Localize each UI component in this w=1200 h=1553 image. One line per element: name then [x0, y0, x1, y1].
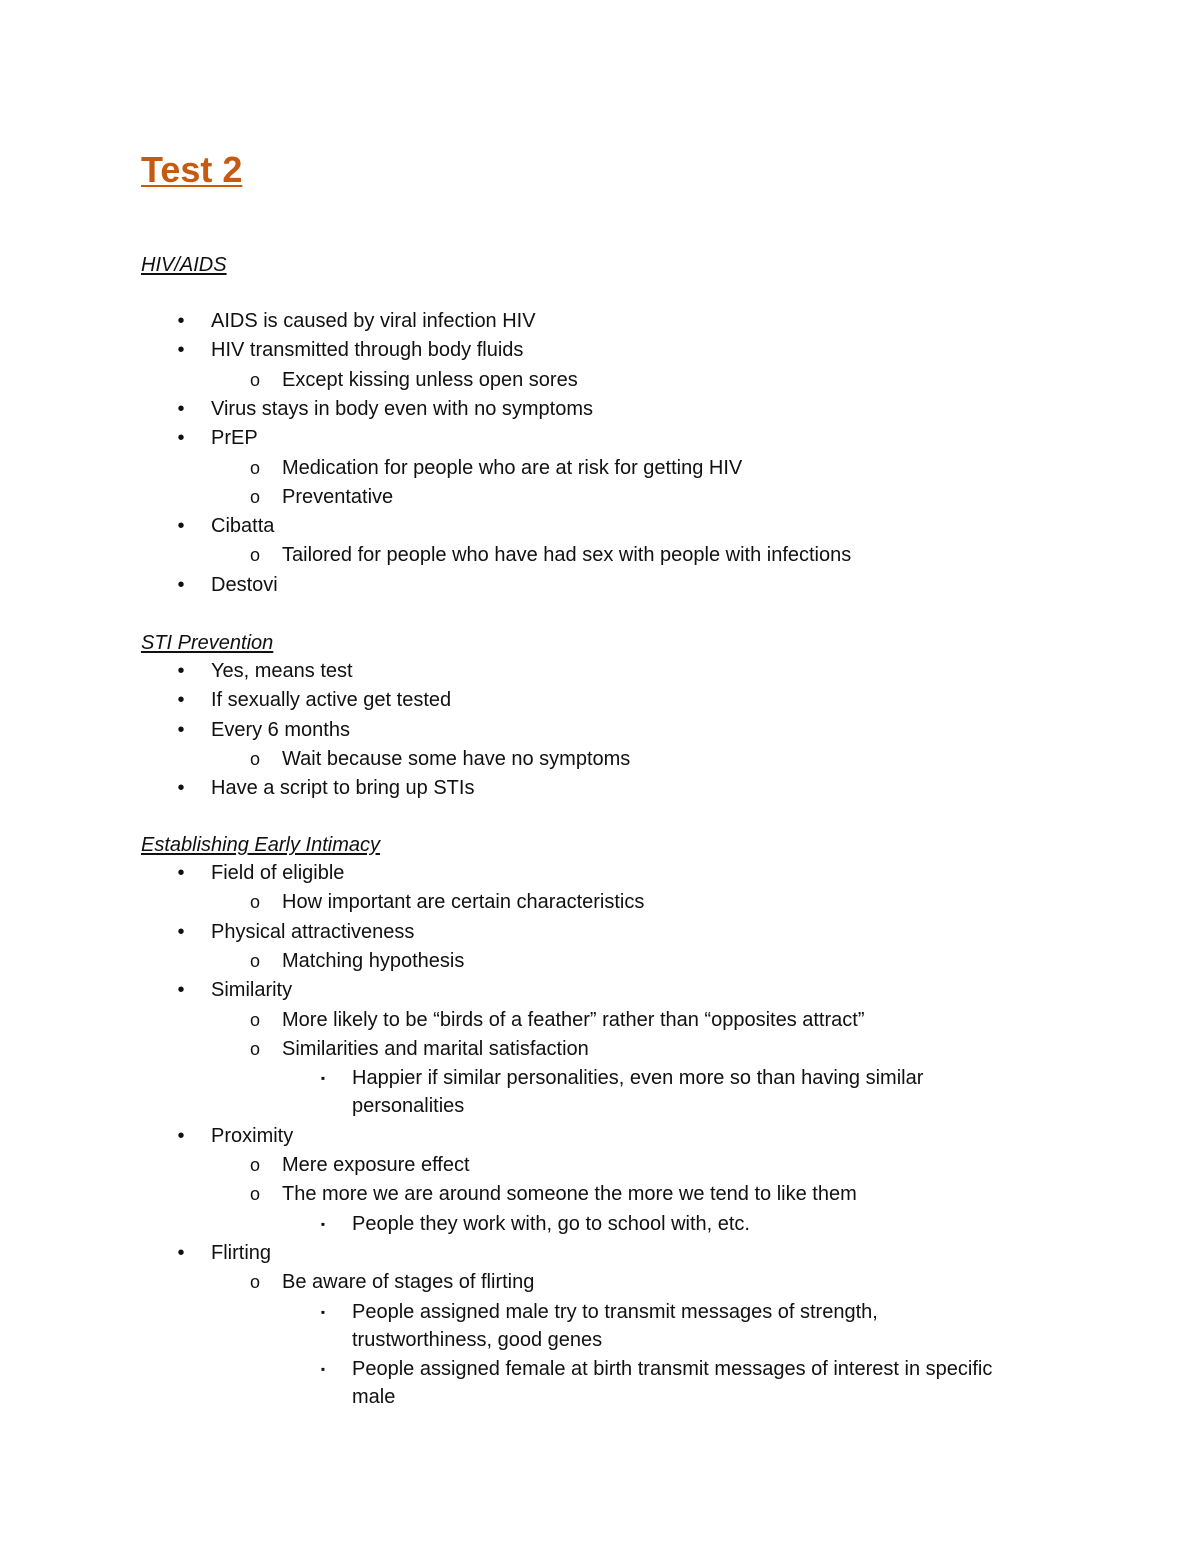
bullet-marker-level-2: o — [249, 486, 260, 507]
bullet-marker-level-1: • — [177, 920, 185, 943]
document-title: Test 2 — [141, 149, 243, 190]
bullet-marker-level-2: o — [249, 369, 260, 390]
list-item-level-2: Be aware of stages of flirting — [282, 1271, 535, 1294]
list-item-level-1: Similarity — [211, 979, 293, 1002]
list-item-level-2: Tailored for people who have had sex with people with infections — [282, 544, 852, 567]
bullet-marker-level-3: ▪ — [320, 1362, 326, 1377]
bullet-marker-level-3: ▪ — [320, 1216, 326, 1231]
list-item-level-1: Have a script to bring up STIs — [211, 777, 475, 800]
list-item-level-2: Similarities and marital satisfaction — [282, 1037, 589, 1060]
list-item-level-1: Virus stays in body even with no symptoms — [211, 397, 594, 420]
bullet-marker-level-2: o — [249, 1272, 260, 1293]
bullet-marker-level-2: o — [249, 748, 260, 769]
bullet-marker-level-1: • — [177, 718, 185, 741]
bullet-marker-level-1: • — [177, 397, 185, 420]
list-item-level-1: PrEP — [211, 427, 258, 450]
bullet-marker-level-1: • — [177, 573, 185, 596]
bullet-marker-level-1: • — [177, 1241, 185, 1264]
list-item-continuation: male — [352, 1386, 396, 1409]
list-item-level-3: People assigned female at birth transmit messages of interest in specific — [352, 1358, 993, 1381]
list-item-level-2: The more we are around someone the more we tend to like them — [282, 1183, 857, 1206]
list-item-level-1: AIDS is caused by viral infection HIV — [211, 310, 536, 332]
bullet-marker-level-1: • — [177, 1124, 185, 1147]
bullet-marker-level-1: • — [177, 660, 185, 682]
bullet-marker-level-1: • — [177, 515, 185, 538]
bullet-marker-level-1: • — [177, 689, 185, 712]
bullet-marker-level-1: • — [177, 777, 185, 800]
list-item-continuation: trustworthiness, good genes — [352, 1328, 603, 1351]
bullet-marker-level-2: o — [249, 892, 260, 913]
list-item-level-2: Preventative — [282, 485, 394, 508]
list-item-level-2: More likely to be “birds of a feather” rather than “opposites attract” — [282, 1008, 865, 1031]
bullet-marker-level-2: o — [249, 1038, 260, 1059]
list-item-level-3: People assigned male try to transmit messages of strength, — [352, 1300, 878, 1323]
list-item-level-1: Field of eligible — [211, 862, 345, 884]
bullet-marker-level-3: ▪ — [320, 1071, 326, 1086]
list-item-level-1: Flirting — [211, 1241, 272, 1264]
list-item-level-1: Every 6 months — [211, 718, 350, 741]
bullet-marker-level-2: o — [249, 457, 260, 478]
list-item-level-2: Matching hypothesis — [282, 949, 465, 972]
list-item-level-3: Happier if similar personalities, even more so than having similar — [352, 1067, 924, 1090]
bullet-marker-level-1: • — [177, 310, 185, 332]
list-item-level-2: Wait because some have no symptoms — [282, 747, 631, 770]
list-item-level-1: Destovi — [211, 573, 278, 596]
list-item-level-1: Proximity — [211, 1124, 294, 1147]
bullet-marker-level-1: • — [177, 862, 185, 884]
section-heading: Establishing Early Intimacy — [141, 834, 380, 856]
list-item-level-2: Except kissing unless open sores — [282, 368, 578, 391]
list-item-level-1: Cibatta — [211, 515, 275, 538]
list-item-level-2: How important are certain characteristics — [282, 891, 645, 914]
list-item-level-1: If sexually active get tested — [211, 689, 452, 712]
bullet-marker-level-1: • — [177, 427, 185, 450]
section-heading: HIV/AIDS — [141, 254, 227, 276]
bullet-marker-level-1: • — [177, 979, 185, 1002]
bullet-marker-level-2: o — [249, 1184, 260, 1205]
section-heading: STI Prevention — [141, 632, 274, 654]
list-item-level-1: Yes, means test — [211, 660, 353, 682]
list-item-level-2: Mere exposure effect — [282, 1154, 470, 1176]
list-item-level-3: People they work with, go to school with, etc. — [352, 1212, 750, 1235]
list-item-continuation: personalities — [352, 1095, 465, 1118]
bullet-marker-level-2: o — [249, 545, 260, 566]
bullet-marker-level-3: ▪ — [320, 1304, 326, 1319]
bullet-marker-level-2: o — [249, 950, 260, 971]
bullet-marker-level-1: • — [177, 339, 185, 362]
bullet-marker-level-2: o — [249, 1155, 260, 1175]
bullet-marker-level-2: o — [249, 1009, 260, 1030]
list-item-level-1: Physical attractiveness — [211, 920, 415, 943]
list-item-level-1: HIV transmitted through body fluids — [211, 339, 524, 362]
list-item-level-2: Medication for people who are at risk for getting HIV — [282, 456, 743, 479]
